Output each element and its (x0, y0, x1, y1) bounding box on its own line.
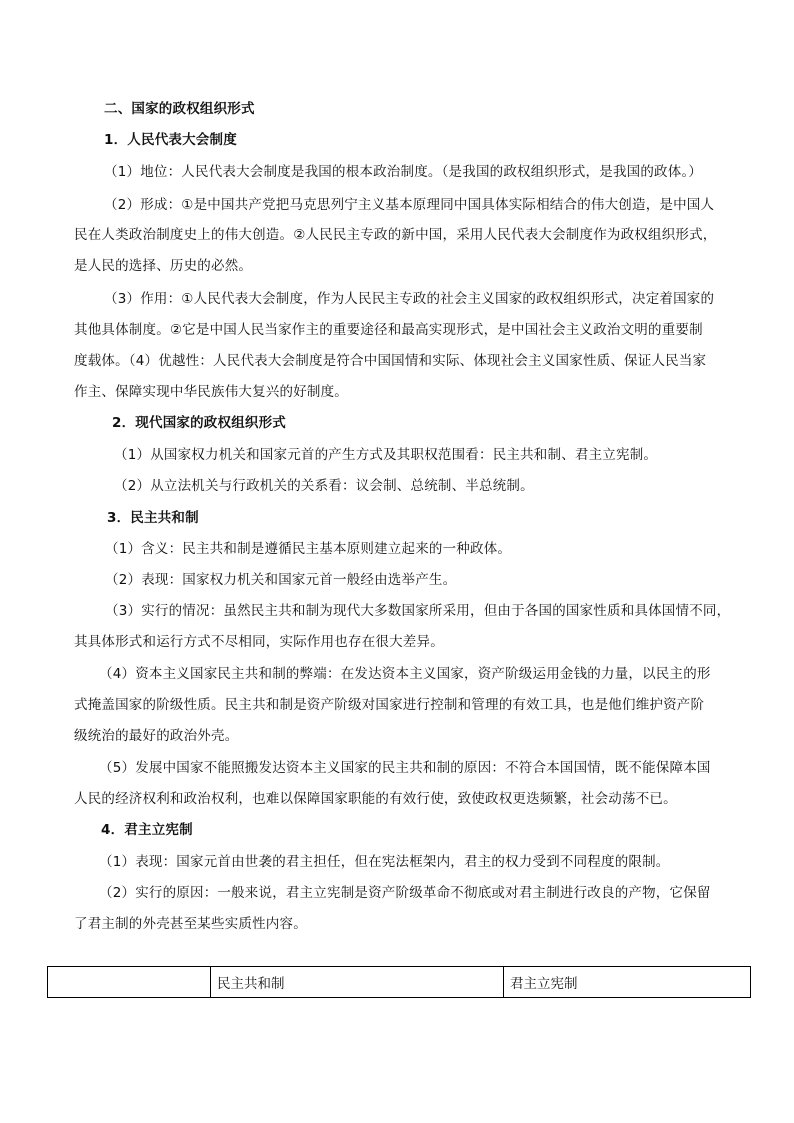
paragraph-line: 其他具体制度。②它是中国人民当家作主的重要途径和最高实现形式，是中国社会主义政治文明的重要制 (74, 322, 703, 338)
paragraph-line: （2）表现：国家权力机关和国家元首一般经由选举产生。 (105, 572, 457, 588)
paragraph-line: （1）含义：民主共和制是遵循民主基本原则建立起来的一种政体。 (105, 541, 512, 557)
subsection-heading: 1．人民代表大会制度 (104, 132, 237, 148)
comparison-table (47, 966, 751, 998)
paragraph-line: （1）地位：人民代表大会制度是我国的根本政治制度。（是我国的政权组织形式，是我国的政体。） (104, 164, 703, 180)
paragraph-line: （1）表现：国家元首由世袭的君主担任，但在宪法框架内，君主的权力受到不同程度的限制。 (99, 854, 670, 870)
subsection-heading: 4．君主立宪制 (101, 822, 193, 838)
table-header-cell: 君主立宪制 (504, 967, 751, 998)
paragraph-line: （5）发展中国家不能照搬发达资本主义国家的民主共和制的原因：不符合本国国情，既不能保障本国 (99, 760, 711, 776)
paragraph-line: 度载体。（4）优越性：人民代表大会制度是符合中国国情和实际、体现社会主义国家性质、保证人民当家 (74, 353, 707, 369)
paragraph-line: 民在人类政治制度史上的伟大创造。②人民民主专政的新中国，采用人民代表大会制度作为政权组织形式， (74, 227, 717, 243)
paragraph-line: 其具体形式和运行方式不尽相同，实际作用也存在很大差异。 (74, 634, 444, 650)
paragraph-line: （1）从国家权力机关和国家元首的产生方式及其职权范围看：民主共和制、君主立宪制。 (114, 447, 658, 463)
paragraph-line: （3）实行的情况：虽然民主共和制为现代大多数国家所采用，但由于各国的国家性质和具体国情不同， (105, 603, 731, 619)
paragraph-line: 是人民的选择、历史的必然。 (74, 258, 253, 274)
table-header-row (48, 967, 751, 998)
paragraph-line: （4）资本主义国家民主共和制的弊端：在发达资本主义国家，资产阶级运用金钱的力量，以民主的形 (99, 666, 711, 682)
section-heading: 二、国家的政权组织形式 (104, 101, 255, 117)
paragraph-line: 了君主制的外壳甚至某些实质性内容。 (74, 916, 307, 932)
paragraph-line: （2）形成：①是中国共产党把马克思列宁主义基本原理同中国具体实际相结合的伟大创造，是中国人 (104, 197, 715, 213)
table-corner-cell (48, 967, 211, 998)
paragraph-line: （2）从立法机关与行政机关的关系看：议会制、总统制、半总统制。 (114, 478, 534, 494)
paragraph-line: 作主、保障实现中华民族伟大复兴的好制度。 (74, 384, 348, 400)
paragraph-line: 式掩盖国家的阶级性质。民主共和制是资产阶级对国家进行控制和管理的有效工具，也是他们维护资产阶 (74, 697, 705, 713)
paragraph-line: （3）作用：①人民代表大会制度，作为人民民主专政的社会主义国家的政权组织形式，决定着国家的 (104, 291, 715, 307)
table-header-cell: 民主共和制 (211, 967, 504, 998)
subsection-heading: 3．民主共和制 (107, 510, 199, 526)
subsection-heading: 2．现代国家的政权组织形式 (112, 415, 286, 431)
paragraph-line: （2）实行的原因：一般来说，君主立宪制是资产阶级革命不彻底或对君主制进行改良的产物，它保留 (99, 885, 711, 901)
paragraph-line: 人民的经济权利和政治权利，也难以保障国家职能的有效行使，致使政权更迭频繁，社会动荡不已。 (74, 791, 677, 807)
paragraph-line: 级统治的最好的政治外壳。 (74, 728, 239, 744)
